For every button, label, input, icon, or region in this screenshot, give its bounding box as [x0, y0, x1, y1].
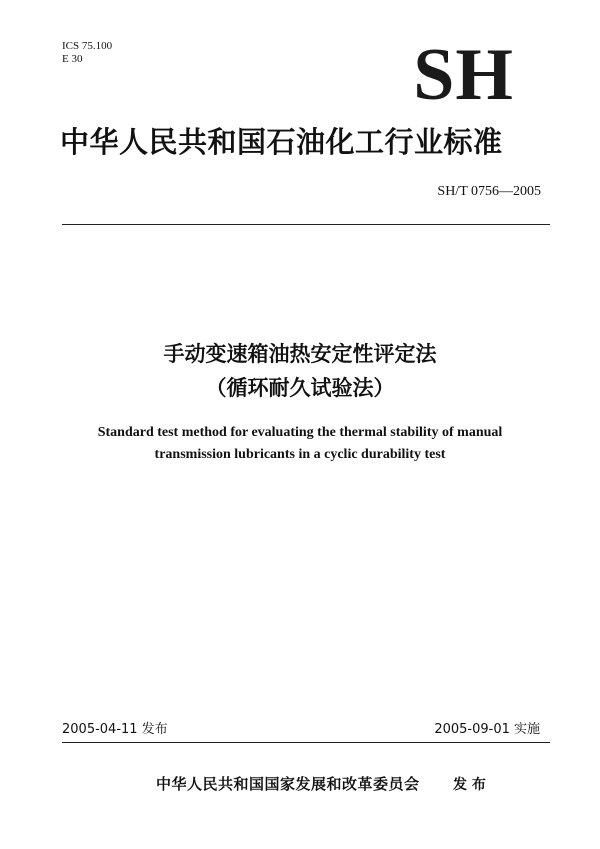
standard-number: SH/T 0756—2005: [437, 184, 541, 199]
top-divider: [62, 224, 550, 225]
ics-code: ICS 75.100: [62, 40, 113, 52]
bottom-divider: [62, 742, 550, 743]
issue-date: 2005-04-11 发布: [62, 722, 168, 737]
category-code: E 30: [62, 53, 83, 65]
issuing-authority: 中华人民共和国国家发展和改革委员会: [156, 775, 420, 793]
document-title-cn-line1: 手动变速箱油热安定性评定法: [163, 342, 437, 366]
industry-standard-title: 中华人民共和国石油化工行业标准: [60, 125, 503, 159]
document-title-en-line2: transmission lubricants in a cyclic durability test: [154, 447, 446, 462]
sh-logo: SH: [413, 34, 514, 116]
issuing-action: 发 布: [453, 777, 486, 793]
document-title-en-line1: Standard test method for evaluating the thermal stability of manual: [97, 425, 503, 440]
document-title-cn-line2: （循环耐久试验法）: [205, 376, 395, 400]
implementation-date: 2005-09-01 实施: [434, 722, 540, 737]
